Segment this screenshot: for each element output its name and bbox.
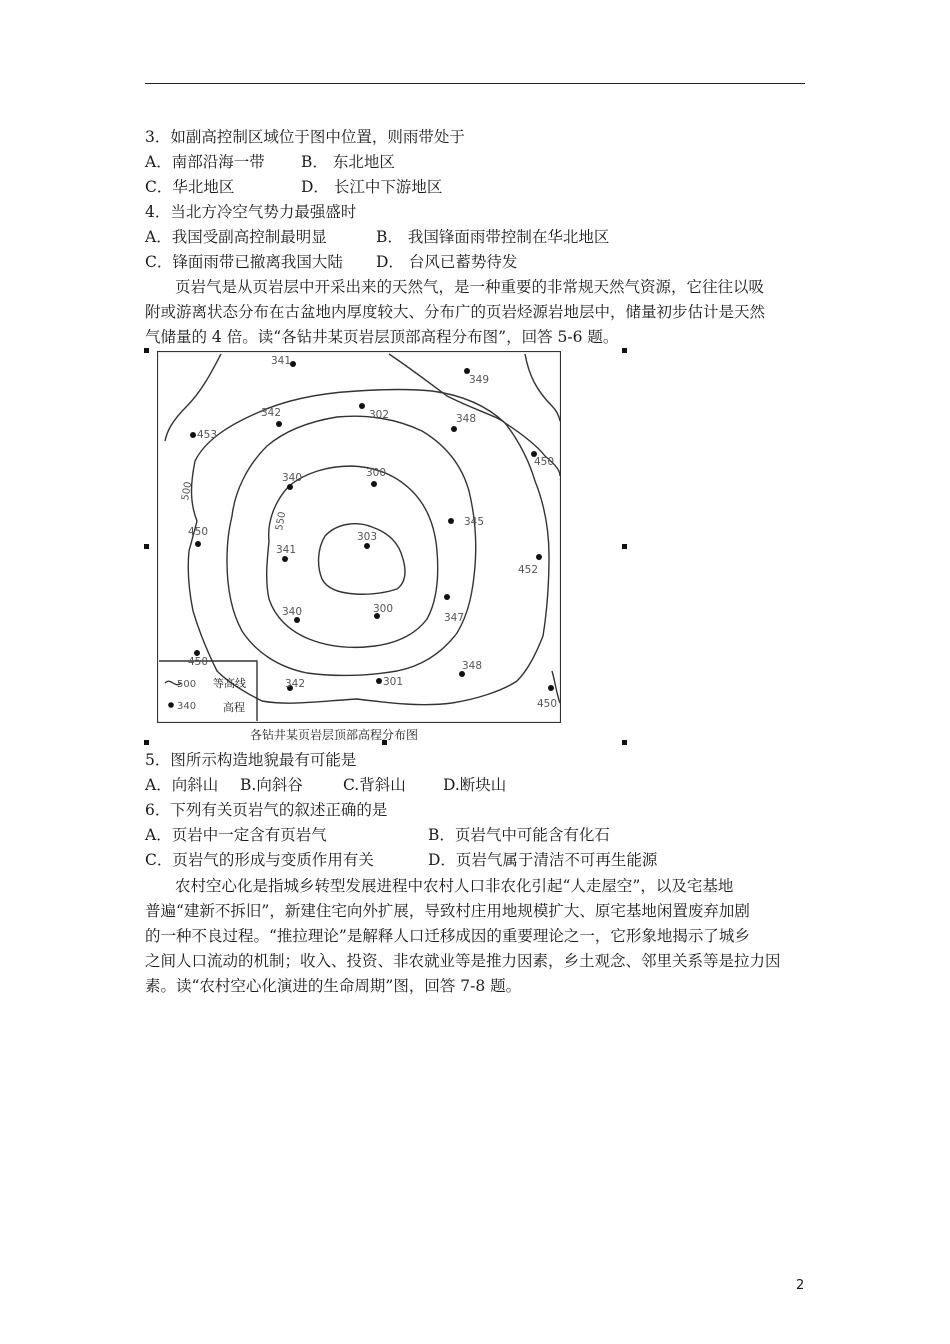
q4-option-d[interactable]: D． 台风已蓄势待发 [376,253,518,271]
passage2-line-3: 的一种不良过程。“推拉理论”是解释人口迁移成因的重要理论之一，它形象地揭示了城乡 [145,927,750,945]
well-elevation-label: 303 [357,531,378,543]
well-point [364,543,370,549]
q5-option-c[interactable]: C.背斜山 [343,776,406,794]
well-point [276,421,282,427]
well-elevation-label: 348 [456,413,477,425]
passage1-line-1: 页岩气是从页岩层中开采出来的天然气，是一种重要的非常规天然气资源，它往往以吸 [175,278,765,296]
well-elevation-label: 450 [534,456,555,468]
well-point [451,426,457,432]
well-elevation-label: 302 [369,409,390,421]
well-point [287,484,293,490]
page-number: 2 [796,1278,805,1293]
q5-stem: 5．图所示构造地貌最有可能是 [145,751,357,769]
well-elevation-label: 450 [537,698,558,710]
resize-handle[interactable] [144,740,149,745]
header-rule [145,83,805,84]
contour-label: 550 [274,510,289,532]
well-elevation-label: 342 [261,407,282,419]
q6-option-d[interactable]: D．页岩气属于清洁不可再生能源 [428,851,658,869]
q4-option-c[interactable]: C．锋面雨带已撤离我国大陆 [145,253,343,271]
well-elevation-label: 340 [282,472,303,484]
passage2-line-1: 农村空心化是指城乡转型发展进程中农村人口非农化引起“人走屋空”，以及宅基地 [175,877,734,895]
well-elevation-label: 342 [285,678,306,690]
well-elevation-label: 453 [197,429,218,441]
well-point [376,678,382,684]
resize-handle[interactable] [144,544,149,549]
well-elevation-label: 347 [444,612,465,624]
legend-point-text: 高程 [223,701,245,714]
passage2-line-5: 素。读“农村空心化演进的生命周期”图，回答 7-8 题。 [145,977,522,995]
well-elevation-label: 450 [188,656,209,668]
q3-stem: 3．如副高控制区域位于图中位置，则雨带处于 [145,128,465,146]
q5-option-d[interactable]: D.断块山 [443,776,507,794]
q3-option-d[interactable]: D． 长江中下游地区 [301,178,443,196]
q5-option-a[interactable]: A．向斜山 [145,776,219,794]
q6-option-a[interactable]: A．页岩中一定含有页岩气 [145,826,327,844]
q3-option-c[interactable]: C．华北地区 [145,178,235,196]
passage2-line-4: 之间人口流动的机制；收入、投资、非农就业等是推力因素，乡土观念、邻里关系等是拉力因 [145,952,781,970]
q6-option-b[interactable]: B．页岩气中可能含有化石 [428,826,610,844]
q4-option-b[interactable]: B． 我国锋面雨带控制在华北地区 [376,228,610,246]
well-elevation-label: 345 [464,516,485,528]
well-point [444,594,450,600]
well-elevation-label: 301 [383,676,404,688]
well-elevation-label: 340 [282,606,303,618]
well-elevation-label: 349 [469,374,490,386]
q4-option-a[interactable]: A．我国受副高控制最明显 [145,228,327,246]
legend-point-sample [168,702,174,708]
q6-stem: 6．下列有关页岩气的叙述正确的是 [145,801,388,819]
well-point [359,403,365,409]
resize-handle[interactable] [622,740,627,745]
well-elevation-label: 300 [373,603,394,615]
well-point [190,432,196,438]
q4-stem: 4．当北方冷空气势力最强盛时 [145,203,357,221]
passage1-line-3: 气储量的 4 倍。读“各钻井某页岩层顶部高程分布图”，回答 5-6 题。 [145,328,619,346]
well-elevation-label: 341 [271,355,292,367]
q6-option-c[interactable]: C．页岩气的形成与变质作用有关 [145,851,374,869]
well-point [548,685,554,691]
resize-handle[interactable] [622,544,627,549]
figure-caption: 各钻井某页岩层顶部高程分布图 [250,728,419,742]
well-elevation-label: 300 [366,467,387,479]
q5-option-b[interactable]: B.向斜谷 [240,776,303,794]
well-point [371,481,377,487]
legend-contour-text: 等高线 [213,677,246,690]
well-point [448,518,454,524]
resize-handle[interactable] [622,348,627,353]
legend-contour-value: 500 [177,679,197,690]
q3-option-b[interactable]: B． 东北地区 [301,153,395,171]
passage1-line-2: 附或游离状态分布在古盆地内厚度较大、分布广的页岩烃源岩地层中，储量初步估计是天然 [145,303,766,321]
passage2-line-2: 普遍“建新不拆旧”，新建住宅向外扩展，导致村庄用地规模扩大、原宅基地闲置废弃加剧 [145,902,750,920]
contour-label: 500 [180,480,195,502]
legend-point-value: 340 [177,701,197,712]
well-point [282,556,288,562]
resize-handle[interactable] [144,348,149,353]
well-elevation-label: 452 [518,564,539,576]
well-elevation-label: 341 [276,544,297,556]
well-point [536,554,542,560]
well-point [195,541,201,547]
well-elevation-label: 450 [188,526,209,538]
well-elevation-label: 348 [462,660,483,672]
contour-map [157,351,561,723]
q3-option-a[interactable]: A．南部沿海一带 [145,153,265,171]
